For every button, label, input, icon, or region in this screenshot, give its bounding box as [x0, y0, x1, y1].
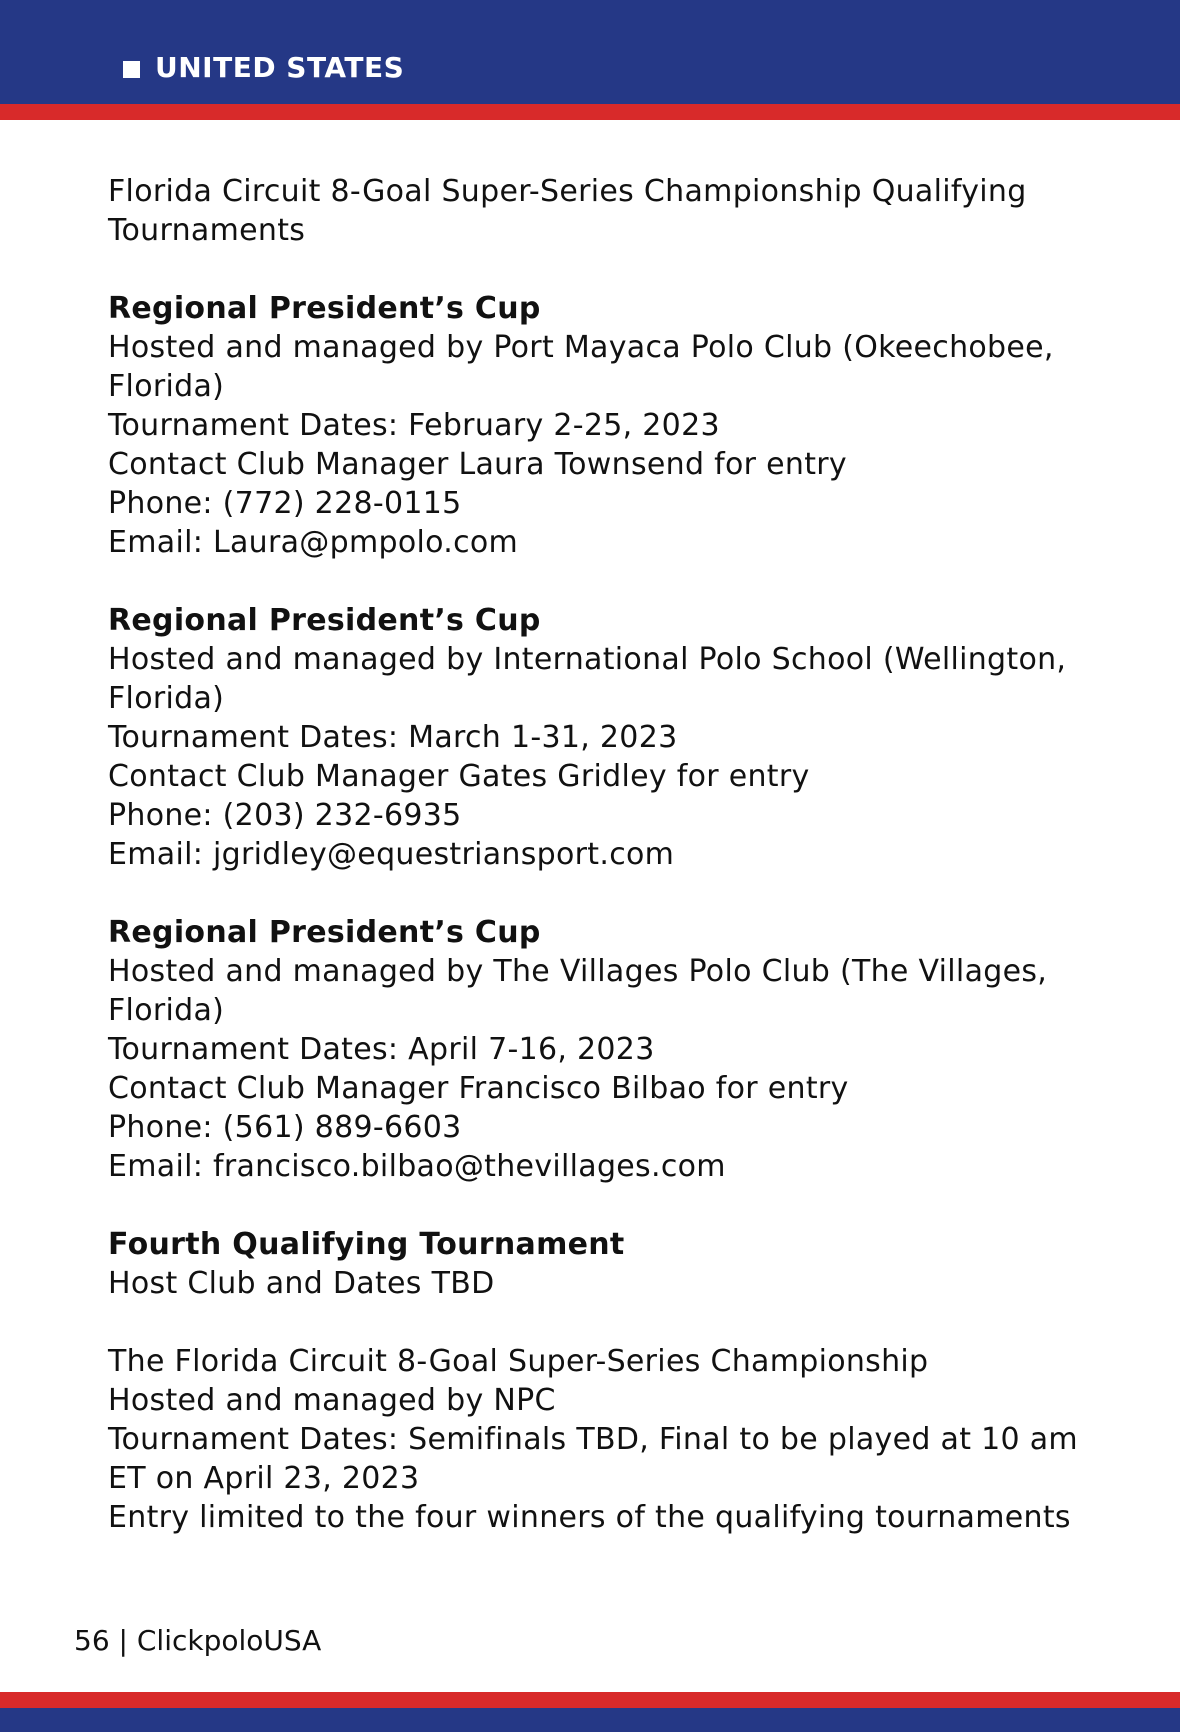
tournament-host: Hosted and managed by Port Mayaca Polo Club (Okeechobee,	[108, 330, 1054, 365]
tournament-phone: Phone: (772) 228-0115	[108, 486, 462, 521]
tournament-email: Email: Laura@pmpolo.com	[108, 525, 519, 560]
tournament-title: Fourth Qualifying Tournament	[108, 1227, 625, 1262]
tournament-entry	[108, 913, 1108, 1186]
tournament-host: Florida)	[108, 369, 225, 404]
fourth-tournament-entry	[108, 1225, 1108, 1303]
championship-line: Entry limited to the four winners of the qualifying tournaments	[108, 1500, 1071, 1535]
tournament-title: Regional President’s Cup	[108, 291, 541, 326]
tournament-entry	[108, 289, 1108, 562]
tournament-title: Regional President’s Cup	[108, 915, 541, 950]
section-title: UNITED STATES	[155, 51, 405, 84]
page-footer: 56 | ClickpoloUSA	[74, 1624, 322, 1657]
intro-paragraph	[108, 172, 1108, 250]
championship-paragraph	[108, 1342, 1108, 1537]
tournament-phone: Phone: (561) 889-6603	[108, 1110, 462, 1145]
intro-line: Tournaments	[108, 213, 306, 248]
tournament-entry	[108, 601, 1108, 874]
footer-red-stripe	[0, 1692, 1180, 1708]
tournament-dates: Tournament Dates: February 2-25, 2023	[108, 408, 720, 443]
tournament-email: Email: francisco.bilbao@thevillages.com	[108, 1149, 726, 1184]
footer-band	[0, 1708, 1180, 1732]
tournament-dates: Tournament Dates: April 7-16, 2023	[108, 1032, 655, 1067]
intro-line: Florida Circuit 8-Goal Super-Series Championship Qualifying	[108, 174, 1027, 209]
header-red-stripe	[0, 104, 1180, 120]
tournament-host: Hosted and managed by International Polo School (Wellington,	[108, 642, 1067, 677]
championship-line: Tournament Dates: Semifinals TBD, Final to be played at 10 am	[108, 1422, 1078, 1457]
championship-line: Hosted and managed by NPC	[108, 1383, 556, 1418]
championship-line: The Florida Circuit 8-Goal Super-Series Championship	[108, 1344, 929, 1379]
tournament-title: Regional President’s Cup	[108, 603, 541, 638]
tournament-email: Email: jgridley@equestriansport.com	[108, 837, 675, 872]
tournament-details: Host Club and Dates TBD	[108, 1266, 495, 1301]
tournament-dates: Tournament Dates: March 1-31, 2023	[108, 720, 678, 755]
tournament-phone: Phone: (203) 232-6935	[108, 798, 462, 833]
tournament-contact: Contact Club Manager Francisco Bilbao for entry	[108, 1071, 849, 1106]
square-bullet-icon	[123, 61, 140, 78]
tournament-host: Florida)	[108, 993, 225, 1028]
tournament-host: Hosted and managed by The Villages Polo Club (The Villages,	[108, 954, 1048, 989]
document-body	[108, 172, 1108, 1576]
tournament-contact: Contact Club Manager Gates Gridley for entry	[108, 759, 810, 794]
championship-line: ET on April 23, 2023	[108, 1461, 420, 1496]
tournament-contact: Contact Club Manager Laura Townsend for entry	[108, 447, 847, 482]
tournament-host: Florida)	[108, 681, 225, 716]
